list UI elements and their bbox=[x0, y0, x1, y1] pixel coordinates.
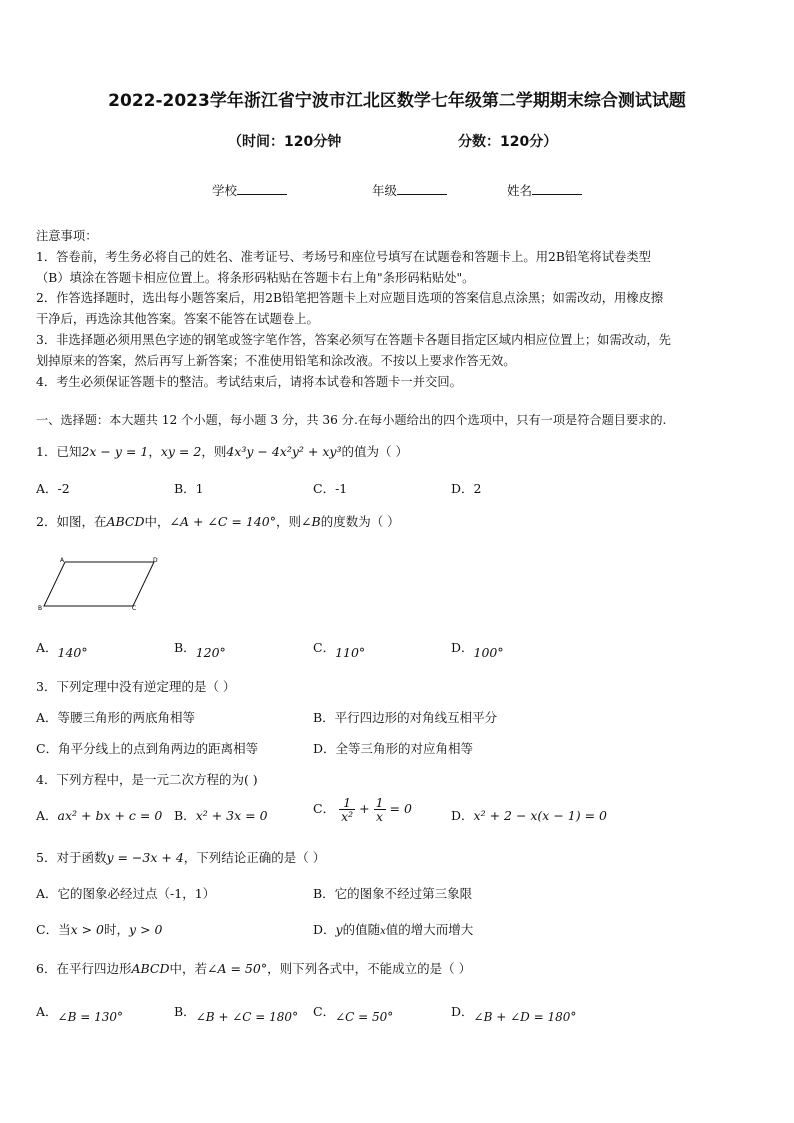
math-expr: xy = 2 bbox=[160, 444, 202, 459]
question-3-stem: 3．下列定理中没有逆定理的是（ ） bbox=[36, 679, 236, 694]
math-expr: 4x³y − 4x²y² + xy³ bbox=[226, 444, 342, 459]
option-d: D．2 bbox=[451, 481, 482, 496]
option-b: B．它的图象不经过第三象限 bbox=[313, 886, 473, 901]
grade-field: 年级 bbox=[372, 181, 447, 199]
notes-section bbox=[36, 226, 760, 392]
option-a: A．等腰三角形的两底角相等 bbox=[36, 710, 196, 725]
option-c: C．当x > 0时，y > 0 bbox=[36, 922, 163, 937]
option-c: C．110° bbox=[313, 640, 366, 660]
option-c: C．角平分线上的点到角两边的距离相等 bbox=[36, 741, 259, 756]
page-title: 2022-2023学年浙江省宁波市江北区数学七年级第二学期期末综合测试试题 bbox=[108, 91, 686, 111]
math-expr: y = −3x + 4 bbox=[106, 850, 184, 865]
option-a: A．∠B = 130° bbox=[36, 1004, 123, 1024]
note-line: （B）填涂在答题卡相应位置上。将条形码粘贴在答题卡右上角"条形码粘贴处"。 bbox=[36, 270, 475, 285]
school-field: 学校 bbox=[212, 181, 287, 199]
vertex-label-d: D bbox=[153, 557, 158, 564]
option-d: D．100° bbox=[451, 640, 504, 660]
math-expr: ABCD bbox=[106, 514, 145, 529]
option-c: C．-1 bbox=[313, 481, 348, 496]
note-line: 3．非选择题必须用黑色字迹的钢笔或签字笔作答，答案必须写在答题卡各题目指定区域内相应位置上；如需改动，先 bbox=[36, 332, 671, 347]
option-d: D．y的值随x值的增大而增大 bbox=[313, 922, 474, 937]
note-line: 4．考生必须保证答题卡的整洁。考试结束后，请将本试卷和答题卡一并交回。 bbox=[36, 374, 462, 389]
vertex-label-b: B bbox=[38, 605, 43, 612]
option-b: B．x² + 3x = 0 bbox=[174, 808, 268, 823]
section-heading: 一、选择题：本大题共 12 个小题，每小题 3 分，共 36 分.在每小题给出的四个选项中，只有一项是符合题目要求的. bbox=[36, 413, 667, 427]
math-expr: ∠B bbox=[301, 514, 321, 529]
option-b: B．平行四边形的对角线互相平分 bbox=[313, 710, 498, 725]
option-a: A．ax² + bx + c = 0 bbox=[36, 808, 163, 823]
name-field: 姓名 bbox=[507, 181, 582, 199]
option-b: B．∠B + ∠C = 180° bbox=[174, 1004, 299, 1024]
option-b: B．1 bbox=[174, 481, 204, 496]
math-expr: ∠A + ∠C = 140° bbox=[169, 514, 276, 529]
option-b: B．120° bbox=[174, 640, 226, 660]
note-line: 2．作答选择题时，选出每小题答案后，用2B铅笔把答题卡上对应题目选项的答案信息点涂黑；如需改动，用橡皮擦 bbox=[36, 291, 664, 306]
fraction: $\frac{1}{\text{x²}}$ bbox=[341, 795, 354, 824]
vertex-label-a: A bbox=[60, 557, 65, 564]
question-6-stem: 6．在平行四边形ABCD中，若∠A = 50°，则下列各式中，不能成立的是（ ） bbox=[36, 961, 472, 976]
notes-heading: 注意事项： bbox=[36, 229, 98, 243]
option-a: A．它的图象必经过点（-1，1） bbox=[36, 886, 216, 901]
parallelogram-shape bbox=[44, 562, 154, 606]
option-c: C．∠C = 50° bbox=[313, 1004, 394, 1024]
vertex-label-c: C bbox=[132, 605, 137, 612]
math-expr: ABCD bbox=[131, 961, 170, 976]
question-1-stem: 1．已知2x − y = 1，xy = 2，则4x³y − 4x²y² + xy³的值为（ ） bbox=[36, 444, 408, 459]
option-d: D．∠B + ∠D = 180° bbox=[451, 1004, 577, 1024]
option-c: C． $\frac{1}{\text{x²}}$ + $\frac{1}{x}$ = 0 bbox=[313, 795, 412, 824]
option-a: A．140° bbox=[36, 640, 88, 660]
time-limit: （时间：120分钟 bbox=[228, 134, 342, 150]
fraction: $\frac{1}{x}$ bbox=[375, 795, 384, 824]
question-2-stem: 2．如图，在ABCD中，∠A + ∠C = 140°，则∠B的度数为（ ） bbox=[36, 514, 400, 529]
total-score: 分数：120分） bbox=[458, 134, 558, 150]
question-5-stem: 5．对于函数y = −3x + 4，下列结论正确的是（ ） bbox=[36, 850, 326, 865]
parallelogram-figure bbox=[36, 555, 166, 613]
option-d: D．全等三角形的对应角相等 bbox=[313, 741, 474, 756]
note-line: 1．答卷前，考生务必将自己的姓名、准考证号、考场号和座位号填写在试题卷和答题卡上。用2B铅笔将试卷类型 bbox=[36, 249, 651, 264]
question-4-stem: 4．下列方程中，是一元二次方程的为( ) bbox=[36, 772, 258, 787]
option-a: A．-2 bbox=[36, 481, 70, 496]
note-line: 干净后，再选涂其他答案。答案不能答在试题卷上。 bbox=[36, 312, 319, 327]
math-expr: 2x − y = 1 bbox=[81, 444, 149, 459]
option-d: D．x² + 2 − x(x − 1) = 0 bbox=[451, 808, 607, 823]
math-expr: ∠A = 50° bbox=[207, 961, 268, 976]
note-line: 划掉原来的答案，然后再写上新答案；不准使用铅笔和涂改液。不按以上要求作答无效。 bbox=[36, 353, 516, 368]
